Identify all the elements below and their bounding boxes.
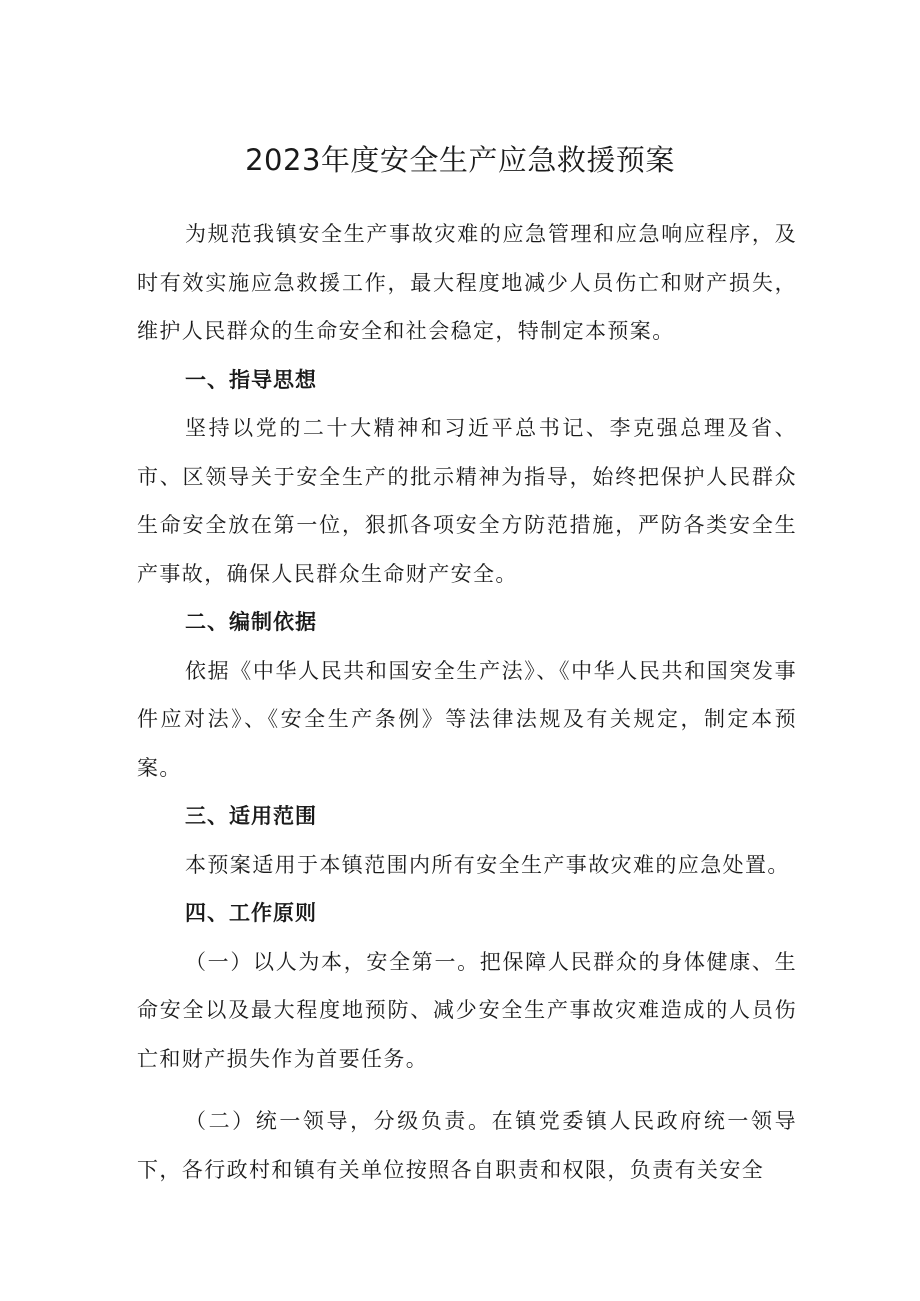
guiding-ideology-paragraph: 坚持以党的二十大精神和习近平总书记、李克强总理及省、市、区领导关于安全生产的批示精神为指导，始终把保护人民群众生命安全放在第一位，狠抓各项安全方防范措施，严防各类安全生产事故，确保人民群众生命财产安全。 bbox=[137, 416, 797, 586]
paragraph-spacer bbox=[137, 1083, 797, 1097]
work-principle-paragraph-2: （二）统一领导，分级负责。在镇党委镇人民政府统一领导下，各行政村和镇有关单位按照各自职责和权限，负责有关安全 bbox=[137, 1109, 797, 1182]
scope-paragraph: 本预案适用于本镇范围内所有安全生产事故灾难的应急处置。 bbox=[185, 852, 790, 877]
section-heading-work-principles: 四、工作原则 bbox=[185, 901, 317, 925]
intro-paragraph: 为规范我镇安全生产事故灾难的应急管理和应急响应程序，及时有效实施应急救援工作，最大程度地减少人员伤亡和财产损失，维护人民群众的生命安全和社会稳定，特制定本预案。 bbox=[137, 222, 797, 343]
section-heading-scope: 三、适用范围 bbox=[185, 804, 317, 828]
compilation-basis-paragraph: 依据《中华人民共和国安全生产法》、《中华人民共和国突发事件应对法》、《安全生产条例》等法律法规及有关规定，制定本预案。 bbox=[137, 658, 797, 780]
document-title: 2023年度安全生产应急救援预案 bbox=[245, 143, 675, 177]
document-body bbox=[137, 210, 797, 1194]
section-heading-guiding-ideology: 一、指导思想 bbox=[185, 367, 317, 392]
section-heading-compilation-basis: 二、编制依据 bbox=[185, 610, 317, 634]
work-principle-paragraph-1: （一）以人为本，安全第一。把保障人民群众的身体健康、生命安全以及最大程度地预防、减少安全生产事故灾难造成的人员伤亡和财产损失作为首要任务。 bbox=[137, 949, 797, 1071]
